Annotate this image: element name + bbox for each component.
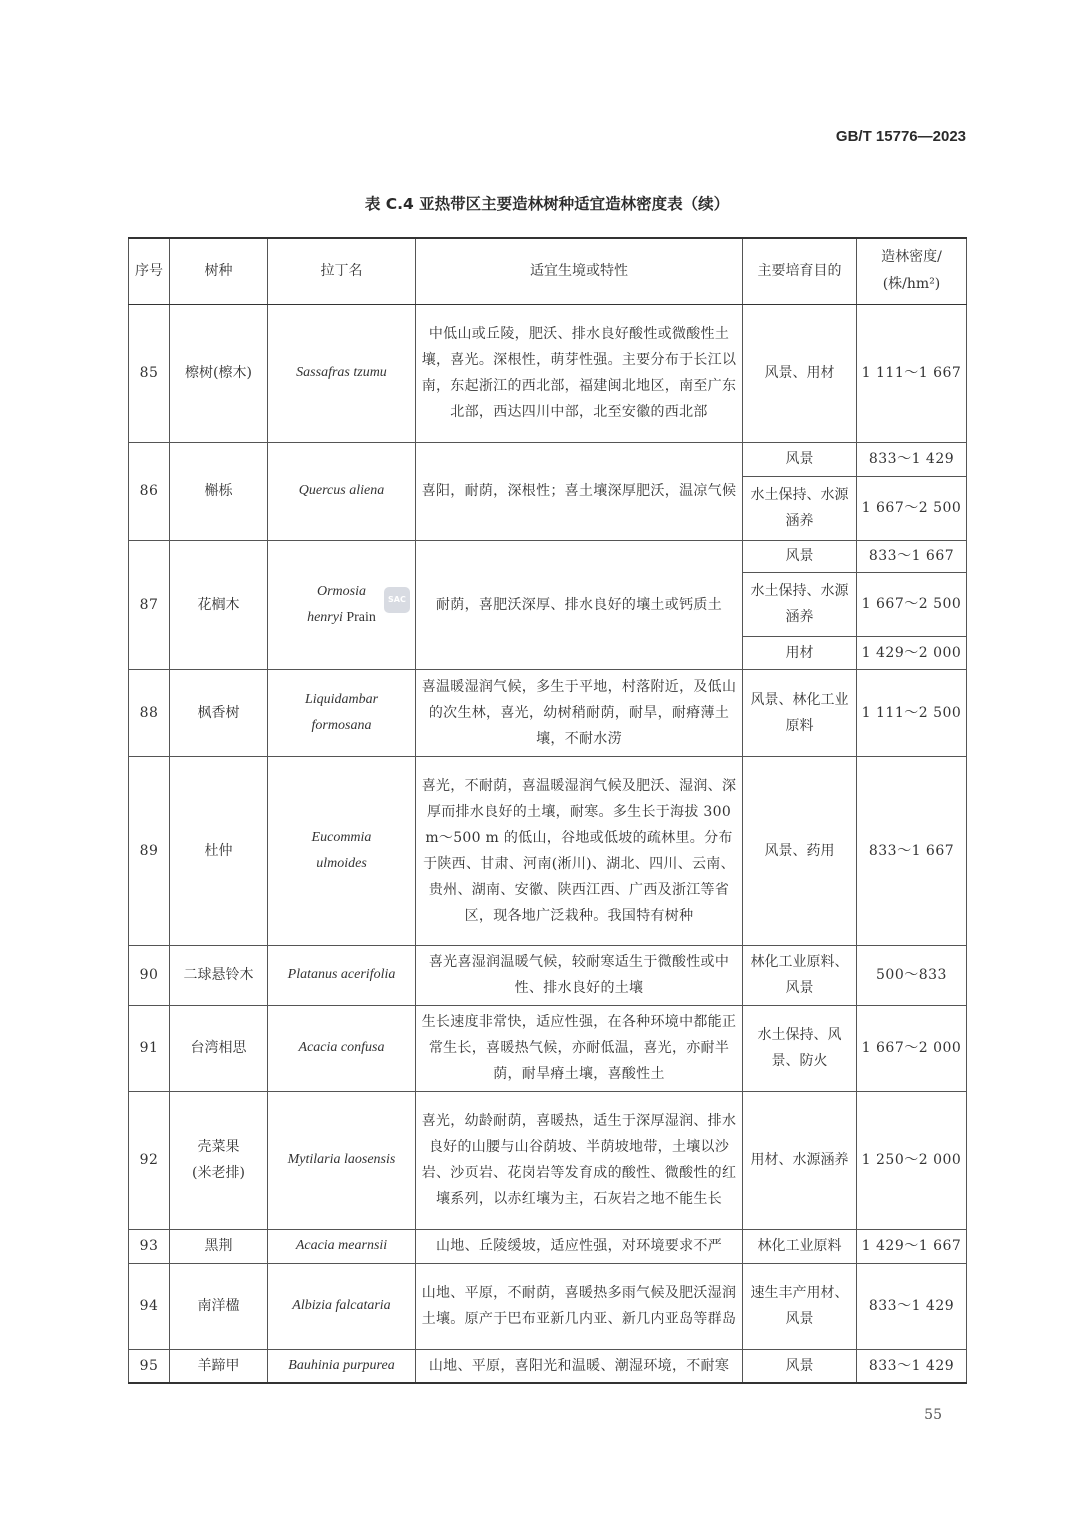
row-latin (268, 756, 416, 945)
row-habitat: 山地、丘陵缓坡，适应性强，对环境要求不严 (416, 1229, 743, 1263)
row-species: 黑荆 (170, 1229, 268, 1263)
row-habitat: 喜阳，耐荫，深根性；喜土壤深厚肥沃，温凉气候 (416, 442, 743, 540)
standard-number: GB/T 15776—2023 (835, 128, 966, 145)
row-latin: Sassafras tzumu (268, 304, 416, 442)
row-density: 1 667～2 000 (857, 1005, 967, 1091)
row-density: 833～1 667 (857, 756, 967, 945)
row-latin-line2: henryi (307, 609, 343, 625)
row-habitat: 生长速度非常快，适应性强，在各种环境中都能正常生长，喜暖热气候，亦耐低温，喜光，亦耐半荫，耐旱瘠土壤，喜酸性土 (416, 1005, 743, 1091)
row-species: 南洋楹 (170, 1263, 268, 1349)
row-purpose: 用材 (743, 636, 857, 669)
row-purpose: 风景 (743, 540, 857, 572)
col-header-species: 树种 (170, 238, 268, 304)
table-row (129, 945, 967, 1005)
row-habitat: 喜温暖湿润气候，多生于平地，村落附近，及低山的次生林，喜光，幼树稍耐荫，耐旱，耐瘠薄土壤，不耐水涝 (416, 669, 743, 756)
row-latin: Platanus acerifolia (268, 945, 416, 1005)
table-row (129, 442, 967, 476)
row-latin: Acacia mearnsii (268, 1229, 416, 1263)
row-density: 1 111～2 500 (857, 669, 967, 756)
sac-watermark: SAC (384, 587, 410, 613)
row-density: 1 667～2 500 (857, 476, 967, 540)
page-number: 55 (924, 1407, 942, 1423)
row-purpose: 水土保持、水源涵养 (743, 572, 857, 636)
row-purpose: 水土保持、风景、防火 (743, 1005, 857, 1091)
row-no: 88 (129, 669, 170, 756)
row-latin-line2: formosana (311, 717, 372, 733)
row-latin: Mytilaria laosensis (268, 1091, 416, 1229)
row-habitat: 喜光喜湿润温暖气候，较耐寒适生于微酸性或中性、排水良好的土壤 (416, 945, 743, 1005)
row-species-line1: 壳菜果 (197, 1139, 240, 1155)
row-no: 85 (129, 304, 170, 442)
row-species: 羊蹄甲 (170, 1349, 268, 1383)
row-species: 檫树(檫木) (170, 304, 268, 442)
row-habitat: 中低山或丘陵，肥沃、排水良好酸性或微酸性土壤，喜光。深根性，萌芽性强。主要分布于长江以南，东起浙江的西北部，福建闽北地区，南至广东北部，西达四川中部，北至安徽的西北部 (416, 304, 743, 442)
table-row (129, 1349, 967, 1383)
col-header-density-line2: (株/hm²) (882, 276, 941, 293)
row-species: 杜仲 (170, 756, 268, 945)
row-habitat: 喜光，不耐荫，喜温暖湿润气候及肥沃、湿润、深厚而排水良好的土壤，耐寒。多生长于海拔 300 m～500 m 的低山，谷地或低坡的疏林里。分布于陕西、甘肃、河南(淅川)、湖北、四川、云南、贵州、湖南、安徽、陕西江西、广西及浙江等省区，现各地广泛栽种。我国特有树种 (416, 756, 743, 945)
col-header-purpose: 主要培育目的 (743, 238, 857, 304)
col-header-no: 序号 (129, 238, 170, 304)
row-latin: Quercus aliena (268, 442, 416, 540)
row-latin: Bauhinia purpurea (268, 1349, 416, 1383)
table-row (129, 756, 967, 945)
row-density: 1 667～2 500 (857, 572, 967, 636)
table-row (129, 1263, 967, 1349)
row-species: 槲栎 (170, 442, 268, 540)
row-purpose: 速生丰产用材、风景 (743, 1263, 857, 1349)
row-no: 90 (129, 945, 170, 1005)
table-row (129, 1005, 967, 1091)
density-table (128, 237, 967, 1384)
row-density: 1 429～2 000 (857, 636, 967, 669)
table-row (129, 1229, 967, 1263)
row-no: 94 (129, 1263, 170, 1349)
row-density: 1 250～2 000 (857, 1091, 967, 1229)
row-purpose: 风景、林化工业原料 (743, 669, 857, 756)
row-species: 台湾相思 (170, 1005, 268, 1091)
row-habitat: 喜光，幼龄耐荫，喜暖热，适生于深厚湿润、排水良好的山腰与山谷荫坡、半荫坡地带，土壤以沙岩、沙页岩、花岗岩等发育成的酸性、微酸性的红壤系列，以赤红壤为主，石灰岩之地不能生长 (416, 1091, 743, 1229)
row-latin (268, 540, 416, 669)
row-no: 95 (129, 1349, 170, 1383)
row-purpose: 水土保持、水源涵养 (743, 476, 857, 540)
row-density: 833～1 429 (857, 1263, 967, 1349)
row-purpose: 用材、水源涵养 (743, 1091, 857, 1229)
row-purpose: 风景、用材 (743, 304, 857, 442)
row-latin-author: Prain (346, 609, 376, 625)
col-header-habitat: 适宜生境或特性 (416, 238, 743, 304)
row-purpose: 林化工业原料、风景 (743, 945, 857, 1005)
table-row (129, 304, 967, 442)
row-density: 1 111～1 667 (857, 304, 967, 442)
row-habitat: 山地、平原，不耐荫，喜暖热多雨气候及肥沃湿润土壤。原产于巴布亚新几内亚、新几内亚岛等群岛 (416, 1263, 743, 1349)
table-row (129, 540, 967, 572)
row-density: 500～833 (857, 945, 967, 1005)
row-latin: Acacia confusa (268, 1005, 416, 1091)
row-species-line2: (米老排) (192, 1165, 245, 1181)
row-latin-line2: ulmoides (316, 855, 367, 871)
row-latin (268, 669, 416, 756)
table-row (129, 669, 967, 756)
row-latin-line1: Eucommia (311, 829, 372, 845)
row-species (170, 1091, 268, 1229)
row-purpose: 林化工业原料 (743, 1229, 857, 1263)
row-density: 1 429～1 667 (857, 1229, 967, 1263)
row-latin-line1: Liquidambar (304, 691, 379, 707)
row-no: 86 (129, 442, 170, 540)
table-header-row (129, 238, 967, 304)
row-habitat: 耐荫，喜肥沃深厚、排水良好的壤土或钙质土 (416, 540, 743, 669)
col-header-density (857, 238, 967, 304)
row-no: 89 (129, 756, 170, 945)
col-header-density-line1: 造林密度/ (881, 249, 942, 266)
row-no: 92 (129, 1091, 170, 1229)
row-habitat: 山地、平原，喜阳光和温暖、潮湿环境，不耐寒 (416, 1349, 743, 1383)
col-header-latin: 拉丁名 (268, 238, 416, 304)
row-density: 833～1 667 (857, 540, 967, 572)
row-density: 833～1 429 (857, 1349, 967, 1383)
row-purpose: 风景、药用 (743, 756, 857, 945)
row-latin: Albizia falcataria (268, 1263, 416, 1349)
row-no: 93 (129, 1229, 170, 1263)
row-species: 花榈木 (170, 540, 268, 669)
row-purpose: 风景 (743, 1349, 857, 1383)
table-row (129, 1091, 967, 1229)
row-purpose: 风景 (743, 442, 857, 476)
row-no: 91 (129, 1005, 170, 1091)
row-no: 87 (129, 540, 170, 669)
row-species: 枫香树 (170, 669, 268, 756)
table-title: 表 C.4 亚热带区主要造林树种适宜造林密度表（续） (364, 195, 730, 213)
row-density: 833～1 429 (857, 442, 967, 476)
row-species: 二球悬铃木 (170, 945, 268, 1005)
row-latin-line1: Ormosia (316, 583, 366, 599)
